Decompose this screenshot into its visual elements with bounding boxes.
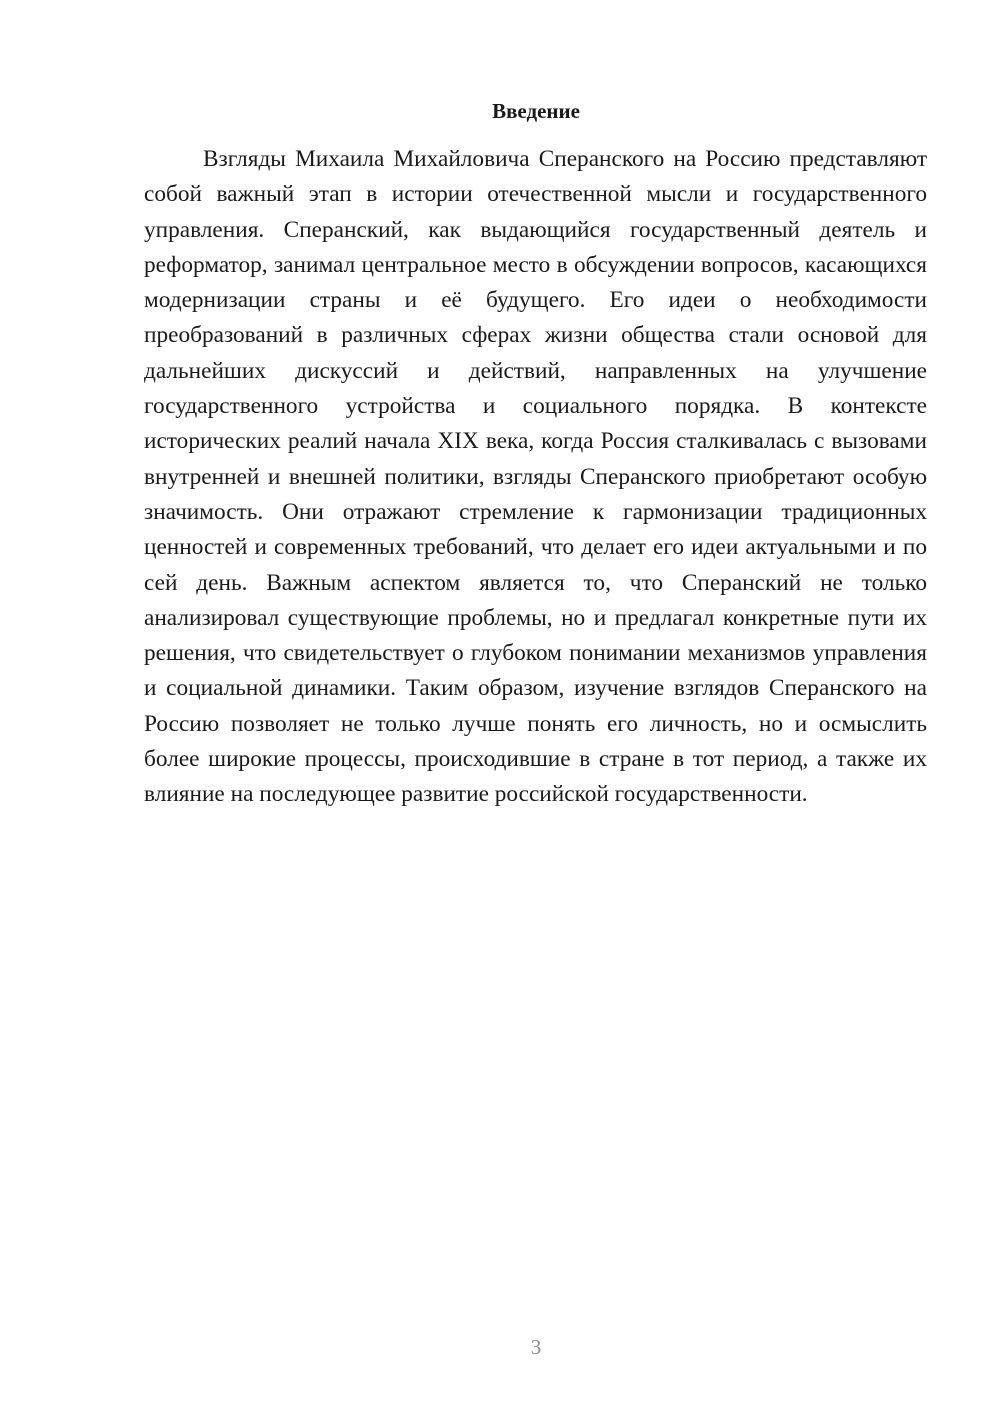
section-heading: Введение [492,99,580,123]
page-number: 3 [530,1335,542,1359]
body-paragraph: Взгляды Михаила Михайловича Сперанского на Россию представляют собой важный этап в истории отечественной мысли и государственного управления. Сперанский, как выдающийся государственный деятель и реформатор, занимал центральное место в обсуждении вопросов, касающихся модернизации страны и её будущего. Его идеи о необходимости преобразований в различных сферах жизни общества стали основой для дальнейших дискуссий и действий, направленных на улучшение государственного устройства и социального порядка. В контексте исторических реалий начала XIX века, когда Россия сталкивалась с вызовами внутренней и внешней политики, взгляды Сперанского приобретают особую значимость. Они отражают стремление к гармонизации традиционных ценностей и современных требований, что делает его идеи актуальными и по сей день. Важным аспектом является то, что Сперанский не только анализировал существующие проблемы, но и предлагал конкретные пути их решения, что свидетельствует о глубоком понимании механизмов управления и социальной динамики. Таким образом, изучение взглядов Сперанского на Россию позволяет не только лучше понять его личность, но и осмыслить более широкие процессы, происходившие в стране в тот период, а также их влияние на последующее развитие российской государственности. [144,146,927,808]
